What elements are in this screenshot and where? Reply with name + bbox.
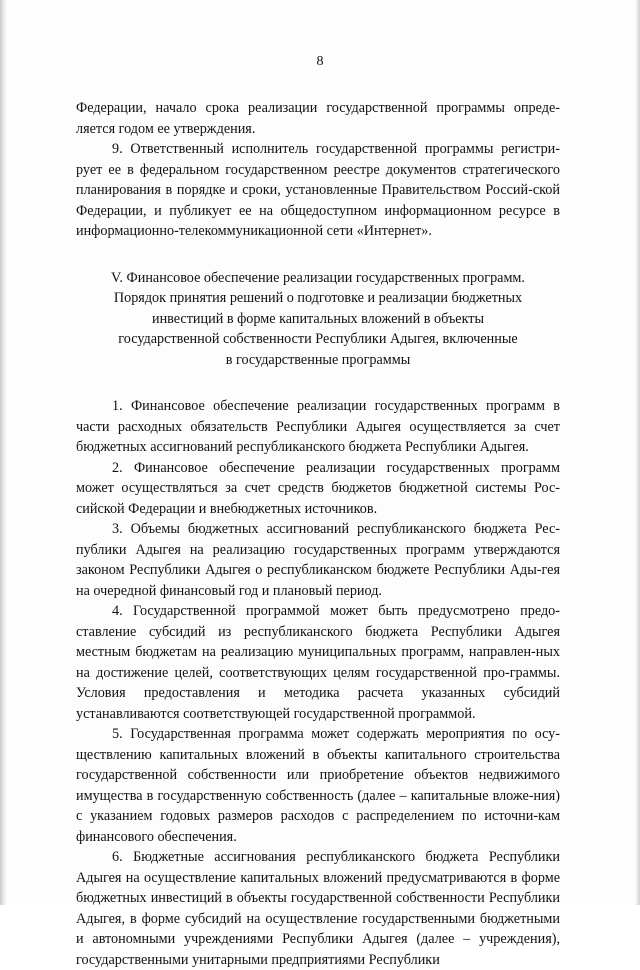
section-heading-line: инвестиций в форме капитальных вложений в объекты — [151, 310, 485, 327]
paragraph-4: 4. Государственной программой может быть предусмотрено предо-ставление субсидий из республиканского бюджета Республики Адыгея местным бюджетам на реализацию муниципальных программ, направлен-ных на достижение целей, соответствующих целям государственной про-граммы. Условия предоставления и методика расчета указанных субсидий устанавливаются соответствующей государственной программой. — [76, 603, 560, 722]
paragraph-3: 3. Объемы бюджетных ассигнований республиканского бюджета Рес-публики Адыгея на реализацию государственных программ утверждаются законом Республики Адыгея о республиканском бюджете Республики Ады-гея на очередной финансовый год и плановый период. — [76, 521, 560, 599]
paragraph-2: 2. Финансовое обеспечение реализации государственных программ может осуществляться за счет средств бюджетов бюджетной системы Рос-сийской Федерации и внебюджетных источников. — [76, 459, 560, 517]
paragraph-9: 9. Ответственный исполнитель государственной программы регистри-рует ее в федеральном государственном реестре документов стратегического планирования в порядке и сроки, установленные Правительством Россий-ской Федерации, и публикует ее на общедоступном информационном ресурсе в информационно-телекоммуникационной сети «Интернет». — [76, 141, 560, 239]
page-number: 8 — [316, 54, 324, 69]
paragraph-6: 6. Бюджетные ассигнования республиканского бюджета Республики Адыгея на осуществление капитальных вложений предусматриваются в форме бюджетных инвестиций в объекты государственной собственности Республики Адыгея, в форме субсидий на осуществление государственными бюджетными и автономными учреждениями Республики Адыгея (далее – учреждения), государственными унитарными предприятиями Республики — [76, 849, 560, 968]
document-body — [76, 98, 560, 970]
section-heading-line: государственной собственности Республики Адыгея, включенные — [118, 331, 518, 347]
paragraph-5: 5. Государственная программа может содержать мероприятия по осу-ществлению капитальных вложений в объекты капитального строительства государственной собственности или приобретение объектов недвижимого имущества в государственную собственность (далее – капитальные вложе-ния) с указанием годовых размеров расходов с распределением по источни-кам финансового обеспечения. — [76, 726, 560, 845]
section-heading-line: V. Финансовое обеспечение реализации государственных программ. — [111, 269, 525, 286]
paragraph-1: 1. Финансовое обеспечение реализации государственных программ в части расходных обязательств Республики Адыгея осуществляется за счет бюджетных ассигнований республиканского бюджета Республики Адыгея. — [76, 398, 560, 455]
section-heading-line: Порядок принятия решений о подготовке и реализации бюджетных — [113, 290, 523, 306]
section-heading — [76, 268, 560, 371]
paragraph-continuation: Федерации, начало срока реализации государственной программы опреде-ляется годом ее утверждения. — [76, 100, 560, 137]
section-heading-line: в государственные программы — [225, 351, 411, 368]
scan-edge-right — [635, 0, 640, 905]
scan-edge-left — [0, 0, 7, 905]
